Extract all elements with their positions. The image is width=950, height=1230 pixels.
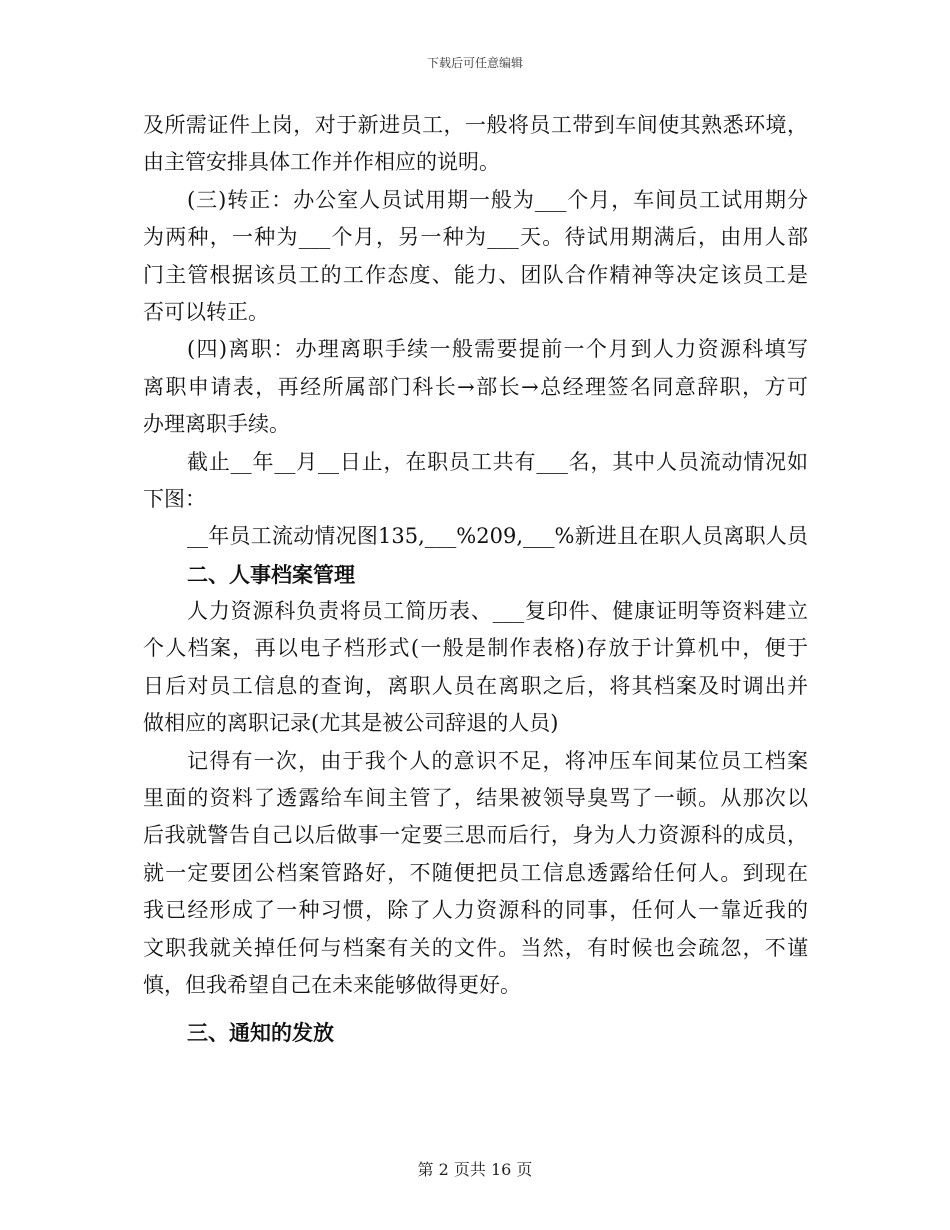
section-heading: 三、通知的发放: [187, 1020, 334, 1046]
body-line: 后我就警告自己以后做事一定要三思而后行，身为人力资源科的成员，: [143, 823, 808, 848]
body-line: 日后对员工信息的查询，离职人员在离职之后，将其档案及时调出并: [143, 673, 808, 698]
paragraph-start-line: 人力资源科负责将员工简历表、___复印件、健康证明等资料建立: [187, 599, 808, 624]
paragraph-start-line: 截止__年__月__日止，在职员工共有___名，其中人员流动情况如: [187, 449, 808, 474]
body-line: 我已经形成了一种习惯，除了人力资源科的同事，任何人一靠近我的: [143, 898, 808, 923]
body-line: 慎，但我希望自己在未来能够做得更好。: [143, 972, 521, 997]
body-line: 文职我就关掉任何与档案有关的文件。当然，有时候也会疏忽，不谨: [143, 935, 808, 960]
body-line: 就一定要团公档案管路好，不随便把员工信息透露给任何人。到现在: [143, 860, 808, 885]
body-line: 做相应的离职记录(尤其是被公司辞退的人员): [143, 711, 559, 736]
body-line: 里面的资料了透露给车间主管了，结果被领导臭骂了一顿。从那次以: [143, 786, 808, 811]
chart-caption-line: __年员工流动情况图135,___%209,___%新进且在职人员离职人员: [187, 524, 808, 549]
body-line: 离职申请表，再经所属部门科长→部长→总经理签名同意辞职，方可: [143, 374, 808, 399]
page-header: 下载后可任意编辑: [426, 56, 523, 70]
body-line: 办理离职手续。: [143, 412, 290, 437]
body-line: 下图：: [143, 486, 206, 511]
paragraph-start-line: (三)转正：办公室人员试用期一般为___个月，车间员工试用期分: [187, 187, 808, 212]
paragraph-start-line: (四)离职：办理离职手续一般需要提前一个月到人力资源科填写: [187, 337, 808, 362]
body-line: 个人档案，再以电子档形式(一般是制作表格)存放于计算机中，便于: [143, 636, 808, 661]
page-footer: 第 2 页共 16 页: [417, 1160, 533, 1179]
body-line: 否可以转正。: [143, 299, 269, 324]
document-body: [143, 107, 808, 1052]
paragraph-start-line: 记得有一次，由于我个人的意识不足，将冲压车间某位员工档案: [187, 748, 808, 773]
body-line: 为两种，一种为___个月，另一种为___天。待试用期满后，由用人部: [143, 225, 808, 250]
body-line: 及所需证件上岗，对于新进员工，一般将员工带到车间使其熟悉环境，: [143, 113, 808, 137]
body-line: 由主管安排具体工作并作相应的说明。: [143, 150, 500, 175]
body-line: 门主管根据该员工的工作态度、能力、团队合作精神等决定该员工是: [143, 262, 808, 287]
section-heading: 二、人事档案管理: [187, 561, 355, 587]
